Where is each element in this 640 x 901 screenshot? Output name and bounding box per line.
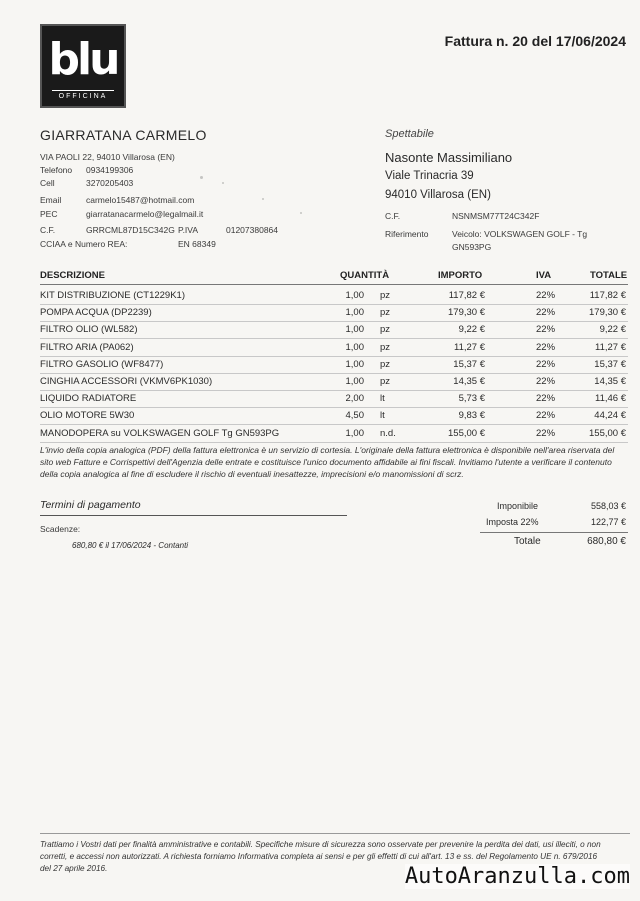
row-vat: 22%: [536, 427, 556, 439]
tax-value: 122,77 €: [590, 517, 626, 527]
row-total: 117,82 €: [589, 290, 626, 301]
row-description: MANODOPERA su VOLKSWAGEN GOLF Tg GN593PG: [40, 427, 280, 439]
due-entry: 680,80 € il 17/06/2024 - Contanti: [72, 541, 189, 550]
sender-phone: 0934199306: [86, 165, 134, 175]
scan-speck: [200, 176, 203, 179]
row-unit: pz: [380, 307, 391, 319]
totals-divider: [480, 532, 628, 533]
table-row: [40, 425, 628, 443]
row-price: 11,27 €: [454, 341, 485, 353]
row-unit: pz: [380, 376, 391, 387]
taxable-label: Imponibile: [497, 501, 539, 511]
row-total: 179,30 €: [589, 307, 626, 319]
row-quantity: 2,00: [345, 393, 364, 405]
logo-word: blu: [48, 34, 118, 85]
pdf-notice: L'invio della copia analogica (PDF) della fattura elettronica è un servizio di cortesia. L'originale della fattura elettronica è disponibile nell'area riservata del sito web Fatture e Corrispettivi dell'Agenzia delle entrate e costituisce l'unico documento affidabile ai fini fiscali. Invitiamo l'utente a verificare il contenuto della copia analogica al fine di escludere il rischio di eventuali inesattezze, imprecisioni e/o manomissioni di scrz.: [40, 445, 615, 479]
sender-name: GIARRATANA CARMELO: [40, 127, 207, 143]
client-name: Nasonte Massimiliano: [385, 150, 513, 165]
client-ref-line1: Veicolo: VOLKSWAGEN GOLF - Tg: [452, 229, 588, 239]
sender-cciaa-label: CCIAA e Numero REA:: [40, 239, 128, 249]
row-total: 11,46 €: [595, 393, 626, 405]
row-description: CINGHIA ACCESSORI (VKMV6PK1030): [40, 376, 213, 387]
row-total: 44,24 €: [594, 410, 626, 422]
client-city: 94010 Villarosa (EN): [385, 189, 491, 201]
taxable-value: 558,03 €: [590, 501, 626, 511]
sender-phone-label: Telefono: [40, 165, 73, 175]
row-total: 15,37 €: [594, 358, 626, 370]
sender-cciaa: EN 68349: [178, 239, 216, 249]
sender-cf-label: C.F.: [40, 225, 56, 235]
privacy-footer: Trattiamo i Vostri dati per finalità amministrative e contabili. Specifiche misure di sicurezza sono osservate per prevenire la perdita dei dati, usi illeciti, o non corretti, e accessi non autorizzati. A richiesta forniamo Informativa completa ai sensi e per gli effetti di cui all'art. 13 e ss. del Regolamento UE n. 679/2016 del 27 aprile 2016.: [40, 840, 601, 873]
row-quantity: 1,00: [345, 341, 364, 353]
row-unit: lt: [380, 393, 385, 405]
row-price: 9,83 €: [458, 410, 485, 422]
sender-cf: GRRCML87D15C342G: [86, 225, 175, 235]
scan-speck: [262, 198, 264, 200]
invoice-title: Fattura n. 20 del 17/06/2024: [444, 33, 626, 49]
sender-pec-label: PEC: [40, 209, 58, 219]
logo-subtitle: OFFICINA: [52, 90, 114, 100]
watermark: AutoAranzulla.com: [404, 864, 630, 889]
company-logo: [40, 24, 126, 108]
header-amount: IMPORTO: [438, 270, 483, 281]
row-description: LIQUIDO RADIATORE: [40, 393, 137, 405]
row-vat: 22%: [536, 307, 556, 319]
sender-cell-label: Cell: [40, 178, 55, 188]
sender-piva: 01207380864: [226, 225, 279, 235]
row-price: 15,37 €: [453, 358, 485, 370]
row-quantity: 1,00: [345, 427, 364, 439]
header-vat: IVA: [536, 270, 552, 281]
row-quantity: 4,50: [345, 410, 364, 422]
row-quantity: 1,00: [345, 358, 364, 370]
scan-speck: [222, 182, 224, 184]
row-vat: 22%: [536, 376, 556, 387]
row-total: 11,27 €: [595, 341, 626, 353]
payment-terms-divider: [40, 515, 347, 516]
row-price: 117,82 €: [448, 290, 485, 301]
row-description: FILTRO GASOLIO (WF8477): [40, 358, 164, 370]
row-vat: 22%: [536, 358, 556, 370]
client-cf-label: C.F.: [385, 211, 401, 221]
row-price: 14,35 €: [453, 376, 485, 387]
row-quantity: 1,00: [345, 290, 364, 301]
table-row: [40, 304, 628, 322]
table-row: [40, 390, 628, 408]
row-total: 14,35 €: [594, 376, 626, 387]
row-price: 155,00 €: [448, 427, 485, 439]
row-vat: 22%: [536, 410, 556, 422]
table-row: [40, 407, 628, 425]
row-unit: pz: [380, 290, 391, 301]
row-vat: 22%: [536, 324, 556, 336]
sender-piva-label: P.IVA: [178, 225, 199, 235]
sender-pec: giarratanacarmelo@legalmail.it: [86, 209, 204, 219]
items-table-header: [40, 268, 628, 285]
table-row: [40, 287, 628, 305]
row-vat: 22%: [536, 341, 556, 353]
header-quantity: QUANTITÀ: [340, 270, 390, 281]
table-row: [40, 356, 628, 374]
row-description: KIT DISTRIBUZIONE (CT1229K1): [40, 290, 185, 301]
row-total: 9,22 €: [599, 324, 626, 336]
client-ref-line2: GN593PG: [452, 242, 492, 252]
row-price: 9,22 €: [458, 324, 485, 336]
row-vat: 22%: [536, 290, 556, 301]
row-description: FILTRO OLIO (WL582): [40, 324, 138, 336]
tax-label: Imposta 22%: [486, 517, 539, 527]
row-unit: pz: [380, 324, 391, 336]
payment-terms-title: Termini di pagamento: [40, 499, 141, 511]
row-unit: lt: [380, 410, 385, 422]
client-ref-label: Riferimento: [385, 229, 429, 239]
header-description: DESCRIZIONE: [40, 270, 105, 281]
header-total: TOTALE: [590, 270, 628, 281]
sender-address: VIA PAOLI 22, 94010 Villarosa (EN): [40, 152, 175, 162]
row-unit: pz: [380, 341, 391, 353]
row-total: 155,00 €: [589, 427, 626, 439]
row-quantity: 1,00: [345, 307, 364, 319]
total-value: 680,80 €: [587, 536, 626, 547]
total-label: Totale: [514, 536, 541, 547]
row-description: FILTRO ARIA (PA062): [40, 341, 134, 353]
row-price: 5,73 €: [458, 393, 485, 405]
row-description: OLIO MOTORE 5W30: [40, 410, 135, 422]
client-cf: NSNMSM77T24C342F: [452, 211, 540, 221]
row-description: POMPA ACQUA (DP2239): [40, 307, 152, 319]
sender-email: carmelo15487@hotmail.com: [86, 195, 195, 205]
sender-cell: 3270205403: [86, 178, 134, 188]
table-row: [40, 321, 628, 339]
row-unit: n.d.: [380, 427, 396, 439]
footer-divider: [40, 833, 630, 834]
table-row: [40, 339, 628, 357]
sender-email-label: Email: [40, 195, 62, 205]
row-unit: pz: [380, 358, 391, 370]
due-label: Scadenze:: [40, 524, 81, 534]
row-quantity: 1,00: [345, 324, 364, 336]
client-greeting: Spettabile: [385, 128, 434, 140]
row-vat: 22%: [536, 393, 556, 405]
row-price: 179,30 €: [448, 307, 485, 319]
scan-speck: [300, 212, 302, 214]
table-row: [40, 373, 628, 391]
client-street: Viale Trinacria 39: [385, 170, 474, 182]
row-quantity: 1,00: [345, 376, 364, 387]
